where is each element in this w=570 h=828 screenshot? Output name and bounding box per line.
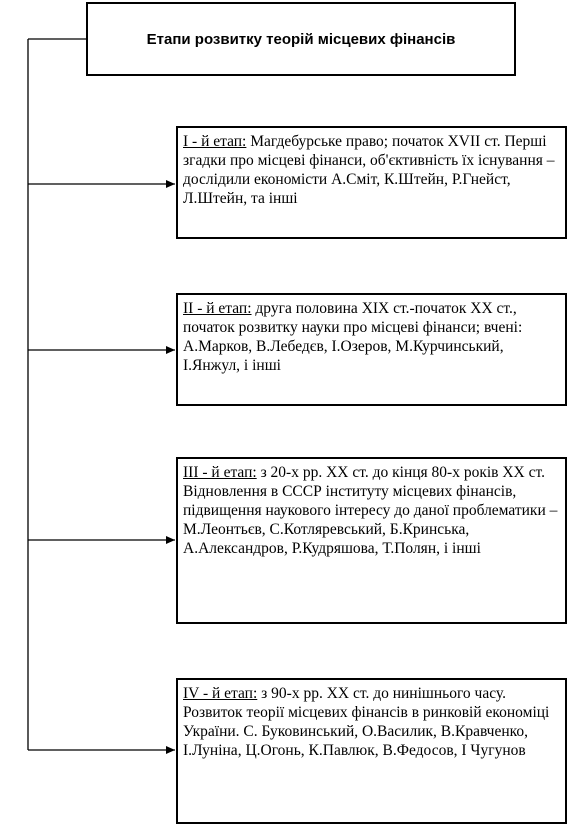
stage-1-box bbox=[176, 126, 567, 239]
stage-1-text: Магдебурське право; початок XVII ст. Перші згадки про місцеві фінанси, об'єктивність їх існування – дослідили економісти А.Сміт, К.Штейн, Р.Гнейст, Л.Штейн, та інші bbox=[183, 133, 555, 207]
stage-3-box bbox=[176, 457, 567, 624]
stage-3-text: з 20-х рр. XX ст. до кінця 80-х років XX ст. Відновлення в СССР інституту місцевих фінансів, підвищення наукового інтересу до даної проблематики – М.Леонтьєв, С.Котляревський, Б.Кринська, А.Александров, Р.Кудряшова, Т.Полян, і інші bbox=[183, 464, 558, 557]
stage-2-text: друга половина XIX ст.-початок XX ст., початок розвитку науки про місцеві фінанси; вчені: А.Марков, В.Лебедєв, І.Озеров, М.Курчинський, І.Янжул, і інші bbox=[183, 300, 523, 374]
stage-4-box bbox=[176, 678, 567, 824]
stage-4-label: IV - й етап: bbox=[183, 685, 258, 702]
diagram-title: Етапи розвитку теорій місцевих фінансів bbox=[146, 30, 456, 48]
stage-2-label: II - й етап: bbox=[183, 300, 252, 317]
stage-3-label: III - й етап: bbox=[183, 464, 257, 481]
stage-4-text: з 90-х рр. XX ст. до нинішнього часу. Розвиток теорії місцевих фінансів в ринковій економіці України. С. Буковинський, О.Василик, В.Кравченко, І.Луніна, Ц.Огонь, К.Павлюк, В.Федосов, І Чугунов bbox=[183, 685, 550, 759]
stage-2-box bbox=[176, 293, 567, 406]
title-box bbox=[86, 2, 516, 76]
stage-1-label: I - й етап: bbox=[183, 133, 247, 150]
